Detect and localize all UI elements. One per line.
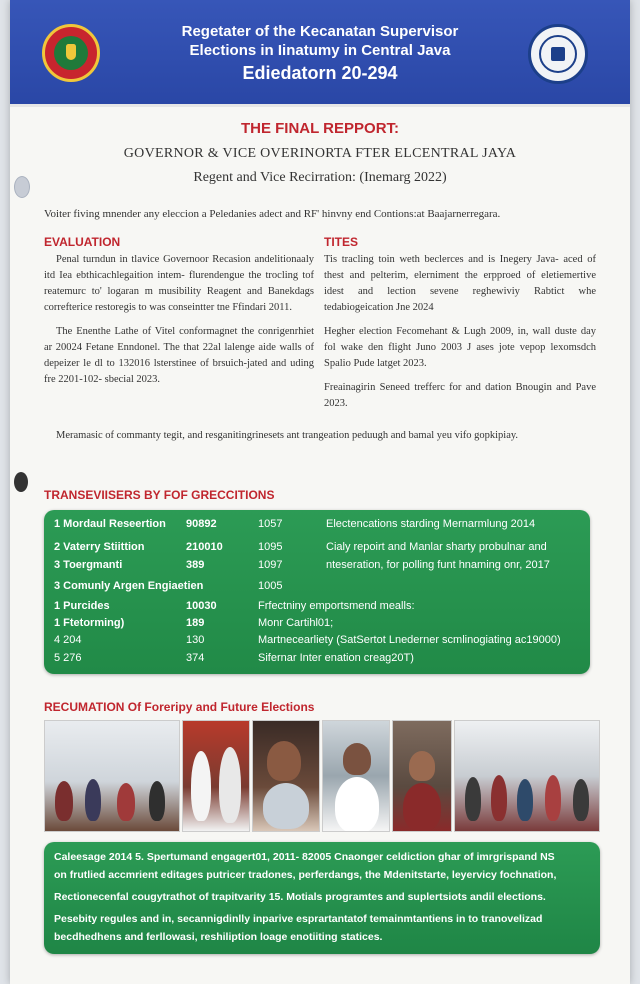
photo-masked-worker [392, 720, 452, 832]
closing-paragraph: Meramasic of commanty tegit, and resganitingrinesets ant trangeation peduugh and bamal yeu vifo gopkipiay. [56, 430, 519, 441]
banner-title-line3: Ediedatorn 20-294 [242, 63, 398, 83]
table-row: 1 Mordaul Reseertion 90892 1057 Electencations starding Mernarmlung 2014 [54, 518, 536, 530]
table-row: 4 204 130 Martnecearliety (SatSertot Lnederner scmlinogiating ac19000) [54, 634, 561, 646]
photo-official-portrait [322, 720, 390, 832]
header-banner [10, 0, 630, 107]
titles-heading: TITES [324, 235, 359, 249]
table-row: 2 Vaterry Stiittion 210010 1095 Cialy repoirt and Manlar sharty probulnar and [54, 541, 547, 553]
evaluation-heading: EVALUATION [44, 235, 121, 249]
report-page [10, 0, 630, 984]
section-heading: RECUMATION Of Foreripy and Future Elections [44, 700, 315, 714]
table-row: 3 Comunly Argen Engiaetien 1005 [54, 580, 283, 592]
section-heading: TRANSEVIISERS BY FOF GRECCITIONS [44, 488, 275, 502]
binder-hole [14, 472, 28, 492]
evaluation-paragraph: The Enenthe Lathe of Vitel conformagnet the conrigenrhiet ar 20024 Fetane Enndonel. The that 22al lalenge aide walls of depeizer le dl to 132016 lsterstinee of brsuich-jated and uding fre 2201-102- sbecial 2023. [44, 326, 314, 385]
titles-paragraph: Hegher election Fecomehant & Lugh 2009, in, wall duste day fol wake den flight Juno 2003 J ases jote vepop lexomsdch Spalio Pude latget 2023. [324, 326, 596, 369]
table-row: 1 Purcides 10030 Frfectniny emportsmend mealls: [54, 600, 415, 612]
titles-column [324, 234, 596, 420]
summary-line: becdhedhens and ferllowasi, reshiliption loage enotiiting statices. [54, 931, 383, 943]
regional-seal-logo [42, 24, 100, 82]
table-row: 5 276 374 Sifernar Inter enation creag20T) [54, 652, 414, 664]
table-row: 3 Toergmanti 389 1097 nteseration, for polling funt hnaming onr, 2017 [54, 559, 550, 571]
report-subtitle-2: Regent and Vice Recirration: (Inemarg 2022) [193, 170, 447, 185]
table-row: 1 Ftetorming) 189 Monr Cartihl01; [54, 617, 334, 629]
summary-line: Pesebity regules and in, secannigdinlly inparive esprartantatof temainmtantiens in to tranovelizad [54, 913, 543, 925]
report-subtitle: GOVERNOR & VICE OVERINORTA FTER ELCENTRAL JAYA [123, 146, 517, 161]
photo-voter [252, 720, 320, 832]
photo-officials [182, 720, 250, 832]
titles-paragraph: Tis tracling toin weth beclerces and is Inegery Java- aced of thest and pelterim, elerniment the erpproed of eletiemertive idest and lection sevene reghewiviy Rabtict whe tedabiogeication Jne 2024 [324, 254, 596, 313]
photo-strip [44, 720, 600, 836]
banner-title [120, 22, 520, 83]
summary-box [44, 842, 600, 954]
election-commission-logo [528, 24, 588, 84]
evaluation-column [44, 234, 314, 396]
banner-title-line2: Elections in Iinatumy in Central Java [189, 42, 451, 59]
photo-polling-hall [44, 720, 180, 832]
banner-title-line1: Regetater of the Kecanatan Supervisor [181, 23, 459, 40]
summary-line: on frutlied accmrient editages putricer tradones, perferdangs, the Mdenitstarte, leyervicy fochnation, [54, 869, 557, 881]
summary-line: Rectionecenfal cougytrathot of trapitvarity 15. Motials programtes and suplertsiots andil elections. [54, 891, 546, 903]
report-title: THE FINAL REPPORT: [240, 120, 400, 137]
evaluation-paragraph: Penal turndun in tlavice Governoor Recasion andelitionaaly itd Iea ebthicachlegaition intem- flurendengue the trocling tof reatemurc to' logaran m musibility Reagent and Banekdags correfterice restoregis to was conseintter tne Ffindari 2011. [44, 254, 314, 313]
seal-emblem [54, 36, 88, 70]
titles-paragraph: Freainagirin Seneed trefferc for and dation Bnougin and Pave 2023. [324, 382, 596, 409]
intro-text: Voiter fiving mnender any eleccion a Peledanies adect and RF' hinvny end Contions:at Baajarnerregara. [44, 208, 501, 220]
summary-line: Caleesage 2014 5. Spertumand engagert01, 2011- 82005 Cnaonger celdiction ghar of imrgrispand NS [54, 851, 555, 863]
statistics-table [44, 510, 590, 674]
photo-crowd [454, 720, 600, 832]
